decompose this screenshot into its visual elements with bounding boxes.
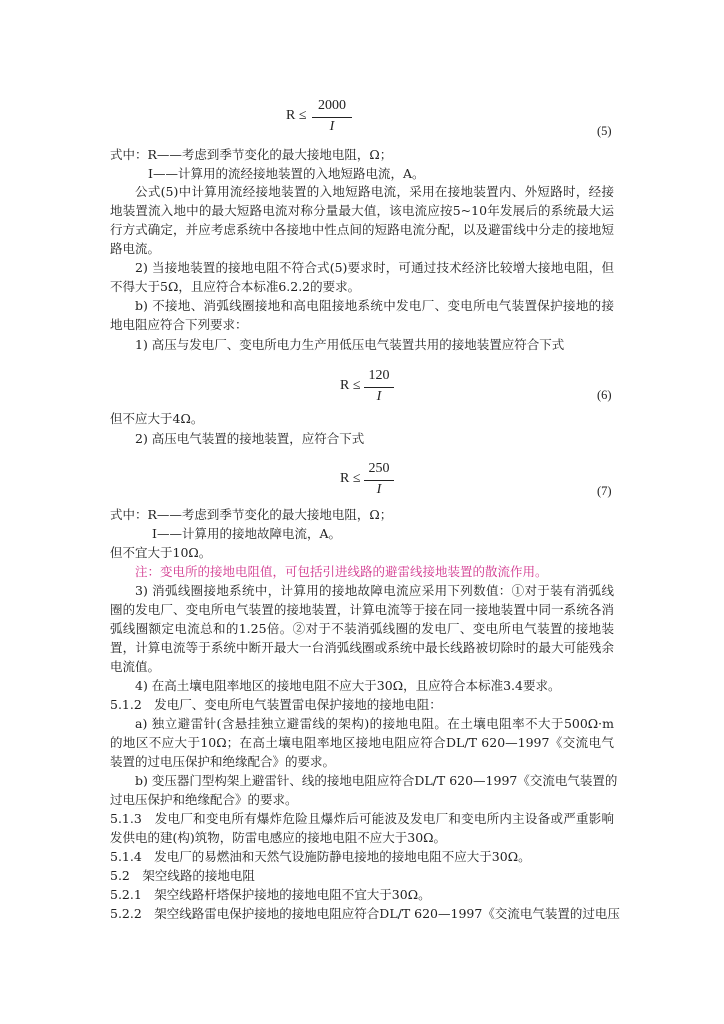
text-line: 式中：R——考虑到季节变化的最大接地电阻，Ω； [110,507,393,522]
text-line: 4) 在高土壤电阻率地区的接地电阻不应大于30Ω，且应符合本标准3.4要求。 [135,678,561,693]
text-line: b) 变压器门型构架上避雷针、线的接地电阻应符合DL/T 620—1997《交流电气装置的 [135,773,618,788]
text-line: 式中：R——考虑到季节变化的最大接地电阻，Ω； [110,147,393,162]
equation-number-5: (5) [597,124,612,138]
section-heading: 5.2.1 架空线路杆塔保护接地的接地电阻不宜大于30Ω。 [110,887,431,902]
text-line: 弧线圈额定电流总和的1.25倍。②对于不装消弧线圈的发电厂、变电所电气装置的接地装 [110,621,614,636]
text-line: 电流值。 [110,659,161,674]
equation-denominator: I [376,389,382,404]
note-line: 注：变电所的接地电阻值，可包括引进线路的避雷线接地装置的散流作用。 [135,564,548,579]
text-line: 公式(5)中计算用流经接地装置的入地短路电流，采用在接地装置内、外短路时，经接 [135,184,614,199]
text-line: 2) 当接地装置的接地电阻不符合式(5)要求时，可通过技术经济比较增大接地电阻，但 [135,260,614,275]
text-line: b) 不接地、消弧线圈接地和高电阻接地系统中发电厂、变电所电气装置保护接地的接 [135,298,614,313]
text-line: 行方式确定，并应考虑系统中各接地中性点间的短路电流分配，以及避雷线中分走的接地短 [110,222,614,237]
section-heading: 5.2 架空线路的接地电阻 [110,868,255,883]
text-line: a) 独立避雷针(含悬挂独立避雷线的架构)的接地电阻。在土壤电阻率不大于500Ω·m [135,716,614,731]
section-heading: 5.1.3 发电厂和变电所有爆炸危险且爆炸后可能波及发电厂和变电所内主设备或严重影响 [110,811,614,826]
equation-lhs: R ≤ [340,378,361,393]
equation-lhs: R ≤ [340,471,361,486]
equation-numerator: 120 [368,368,390,383]
text-line: 1) 高压与发电厂、变电所电力生产用低压电气装置共用的接地装置应符合下式 [135,337,565,352]
equation-lhs: R ≤ [286,108,307,123]
fraction-bar [312,117,352,118]
fraction-bar [364,387,394,388]
equation-denominator: I [329,119,335,134]
text-line: 2) 高压电气装置的接地装置，应符合下式 [135,431,365,446]
text-line: 过电压保护和绝缘配合》的要求。 [110,792,298,807]
text-line: 路电流。 [110,241,161,256]
equation-5 [286,98,366,138]
text-line: 不得大于5Ω，且应符合本标准6.2.2的要求。 [110,279,361,294]
equation-6 [340,368,410,408]
text-line: 但不应大于4Ω。 [110,411,204,426]
equation-number-6: (6) [597,388,612,402]
equation-denominator: I [376,482,382,497]
equation-numerator: 250 [368,461,390,476]
text-line: 置，计算电流等于系统中断开最大一台消弧线圈或系统中最长线路被切除时的最大可能残余 [110,640,614,655]
text-line: 发供电的建(构)筑物，防雷电感应的接地电阻不应大于30Ω。 [110,830,447,845]
fraction-bar [364,480,394,481]
text-line: 的地区不应大于10Ω；在高土壤电阻率地区接地电阻应符合DL/T 620—1997《交流电气 [110,735,614,750]
text-line: I——计算用的接地故障电流，A。 [152,526,341,541]
equation-numerator: 2000 [318,98,346,113]
text-line: 3) 消弧线圈接地系统中，计算用的接地故障电流应采用下列数值：①对于装有消弧线 [135,583,614,598]
text-line: 圈的发电厂、变电所电气装置的接地装置，计算电流等于接在同一接地装置中同一系统各消 [110,602,614,617]
text-line: 地装置流入地中的最大短路电流对称分量最大值，该电流应按5~10年发展后的系统最大运 [110,203,614,218]
text-line: I——计算用的流经接地装置的入地短路电流，A。 [148,166,425,181]
section-heading: 5.1.4 发电厂的易燃油和天然气设施防静电接地的接地电阻不应大于30Ω。 [110,849,531,864]
text-line: 但不宜大于10Ω。 [110,545,212,560]
equation-number-7: (7) [597,484,612,498]
section-heading: 5.1.2 发电厂、变电所电气装置雷电保护接地的接地电阻： [110,697,442,712]
text-line: 装置的过电压保护和绝缘配合》的要求。 [110,754,336,769]
section-heading: 5.2.2 架空线路雷电保护接地的接地电阻应符合DL/T 620—1997《交流电气装置的过电压 [110,906,620,921]
text-line: 地电阻应符合下列要求： [110,317,248,332]
equation-7 [340,461,410,501]
